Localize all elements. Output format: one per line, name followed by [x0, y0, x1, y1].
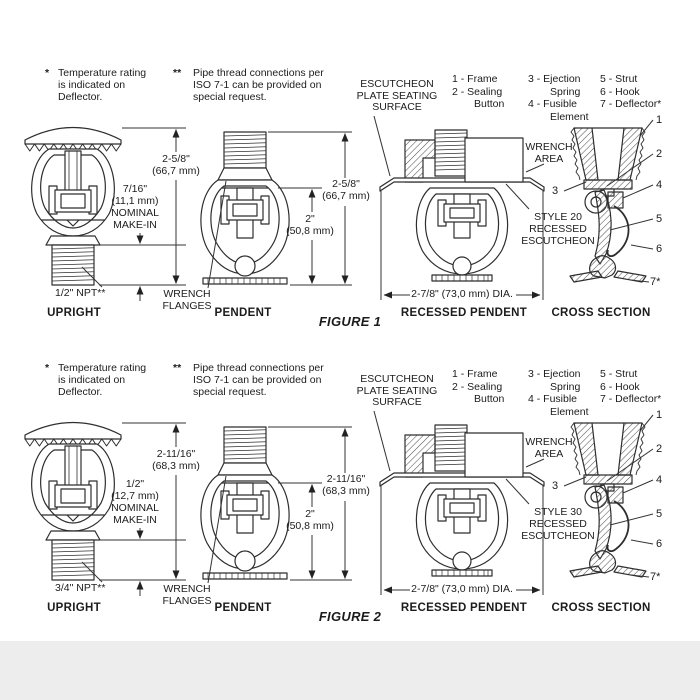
escutcheon-plate-note [352, 374, 442, 409]
note-line: Deflector. [58, 386, 103, 398]
note-line: Pipe thread connections per [193, 362, 324, 374]
upright-label: UPRIGHT [47, 602, 101, 614]
pendent-inner-dimension [278, 213, 342, 237]
note-line: is indicated on [58, 374, 126, 386]
legend-item: 7 - Deflector* [600, 98, 662, 110]
dimension-mm: (12,7 mm) [111, 490, 159, 502]
legend-item-continuation: Element [550, 110, 589, 123]
legend-item: 3 - Ejection [528, 368, 581, 380]
escutcheon-diameter-dimension: 2-7/8" (73,0 mm) DIA. [411, 583, 513, 595]
dimension-mm: (68,3 mm) [322, 485, 370, 497]
callout-number-2: 2 [656, 443, 663, 455]
legend-item: 5 - Strut [600, 368, 638, 380]
label-line: FLANGES [162, 595, 212, 607]
dimension-mm: (66,7 mm) [322, 190, 370, 202]
callout-number-1: 1 [656, 409, 663, 421]
label-line: WRENCH [525, 436, 573, 448]
figure [0, 60, 700, 353]
escutcheon-plate-note [352, 79, 442, 114]
cross-section-drawing [570, 128, 646, 282]
escutcheon-note-line: PLATE SEATING [356, 89, 438, 102]
escutcheon-note-line: ESCUTCHEON [360, 78, 434, 90]
recessed-pendent-label: RECESSED PENDENT [400, 602, 528, 614]
dimension-mm: (68,3 mm) [152, 460, 200, 472]
upright-height-dimension [143, 153, 209, 177]
legend-item: 2 - Sealing [452, 380, 503, 393]
pendent-sprinkler-drawing [201, 427, 289, 579]
callout-number-3: 3 [552, 480, 559, 492]
legend-item-continuation: Element [550, 405, 589, 418]
recessed-pendent-label: RECESSED PENDENT [400, 307, 528, 319]
note-temperature [45, 362, 146, 398]
note-temperature [45, 67, 146, 103]
recessed-pendent-drawing [380, 425, 544, 576]
label-line: AREA [534, 448, 564, 460]
pendent-sprinkler-drawing [201, 132, 289, 284]
callout-number-5: 5 [656, 508, 663, 520]
legend-item: 3 - Ejection [528, 73, 581, 85]
note-line: Temperature rating [58, 362, 147, 374]
dimension-inches: 2-5/8" [332, 178, 360, 190]
callout-number-2: 2 [656, 148, 663, 160]
legend-item: 2 - Sealing [452, 85, 503, 98]
pendent-outer-dimension [314, 178, 378, 202]
dimension-word: NOMINAL [111, 502, 159, 514]
parts-legend-col-2 [528, 73, 589, 123]
escutcheon-note-line: SURFACE [372, 101, 422, 113]
asterisk-marker: * [45, 362, 50, 374]
legend-item-continuation: Spring [550, 85, 581, 98]
note-pipe-thread [173, 67, 324, 103]
note-line: special request. [193, 386, 267, 398]
dimension-word: MAKE-IN [113, 219, 157, 231]
dimension-inches: 1/2" [125, 478, 145, 490]
npt-thread-label: 1/2" NPT** [55, 287, 106, 299]
figure-caption: FIGURE 1 [318, 314, 382, 329]
callout-number-5: 5 [656, 213, 663, 225]
dimension-inches: 7/16" [122, 183, 148, 195]
note-line: special request. [193, 91, 267, 103]
dimension-inches: 2-11/16" [326, 473, 366, 485]
label-line: WRENCH [525, 141, 573, 153]
callout-number-7: 7* [650, 276, 661, 288]
escutcheon-note-line: PLATE SEATING [356, 384, 438, 397]
npt-thread-label: 3/4" NPT** [55, 582, 106, 594]
dimension-inches: 2-11/16" [156, 448, 196, 460]
legend-item: 1 - Frame [452, 368, 498, 380]
note-line: ISO 7-1 can be provided on [193, 374, 322, 386]
escutcheon-note-line: SURFACE [372, 396, 422, 408]
legend-item-continuation: Button [474, 98, 505, 110]
legend-item: 6 - Hook [600, 85, 640, 98]
parts-legend-col-3 [600, 368, 661, 406]
dimension-inches: 2-5/8" [162, 153, 190, 165]
callout-number-6: 6 [656, 243, 663, 255]
callout-number-4: 4 [656, 474, 663, 486]
asterisk-marker: * [45, 67, 50, 79]
dimension-inches: 2" [305, 213, 315, 225]
label-line: ESCUTCHEON [521, 235, 595, 247]
note-line: ISO 7-1 can be provided on [193, 79, 322, 91]
callout-number-4: 4 [656, 179, 663, 191]
dimension-inches: 2" [305, 508, 315, 520]
legend-item-continuation: Button [474, 393, 505, 405]
nominal-make-in-dimension [102, 478, 168, 526]
label-line: STYLE 30 [534, 506, 582, 518]
label-line: WRENCH [163, 288, 211, 300]
nominal-make-in-dimension [102, 183, 168, 231]
upright-label: UPRIGHT [47, 307, 101, 319]
dimension-word: NOMINAL [111, 207, 159, 219]
dimension-mm: (11,1 mm) [111, 195, 159, 207]
figure-caption: FIGURE 2 [318, 609, 382, 624]
cross-section-label: CROSS SECTION [551, 307, 651, 319]
page-background-band [0, 641, 700, 700]
wrench-area-label [523, 141, 575, 165]
callout-number-7: 7* [650, 571, 661, 583]
note-pipe-thread [173, 362, 324, 398]
label-line: AREA [534, 153, 564, 165]
legend-item-continuation: Spring [550, 380, 581, 393]
escutcheon-note-line: ESCUTCHEON [360, 373, 434, 385]
note-line: Pipe thread connections per [193, 67, 324, 79]
legend-item: 6 - Hook [600, 380, 640, 393]
note-line: Temperature rating [58, 67, 147, 79]
dimension-mm: (50,8 mm) [286, 225, 334, 237]
legend-item: 4 - Fusible [528, 98, 578, 110]
figure [0, 355, 700, 648]
callout-number-3: 3 [552, 185, 559, 197]
label-line: RECESSED [529, 223, 587, 235]
parts-legend-col-1 [452, 73, 504, 111]
callout-number-1: 1 [656, 114, 663, 126]
dimension-word: MAKE-IN [113, 514, 157, 526]
parts-legend-col-3 [600, 73, 661, 111]
dimension-mm: (66,7 mm) [152, 165, 200, 177]
dimension-mm: (50,8 mm) [286, 520, 334, 532]
recessed-pendent-drawing [380, 130, 544, 281]
note-line: Deflector. [58, 91, 103, 103]
cross-section-drawing [570, 423, 646, 577]
pendent-label: PENDENT [214, 602, 272, 614]
label-line: FLANGES [162, 300, 212, 312]
escutcheon-diameter-dimension: 2-7/8" (73,0 mm) DIA. [411, 288, 513, 300]
label-line: WRENCH [163, 583, 211, 595]
label-line: STYLE 20 [534, 211, 582, 223]
callout-number-6: 6 [656, 538, 663, 550]
legend-item: 1 - Frame [452, 73, 498, 85]
pendent-inner-dimension [278, 508, 342, 532]
legend-item: 5 - Strut [600, 73, 638, 85]
label-line: ESCUTCHEON [521, 530, 595, 542]
wrench-area-label [523, 436, 575, 460]
double-asterisk-marker: ** [173, 362, 182, 374]
recessed-escutcheon-style-label [515, 506, 601, 542]
parts-legend-col-1 [452, 368, 504, 406]
note-line: is indicated on [58, 79, 126, 91]
pendent-label: PENDENT [214, 307, 272, 319]
legend-item: 7 - Deflector* [600, 393, 662, 405]
label-line: RECESSED [529, 518, 587, 530]
recessed-escutcheon-style-label [515, 211, 601, 247]
upright-height-dimension [143, 448, 209, 472]
cross-section-label: CROSS SECTION [551, 602, 651, 614]
legend-item: 4 - Fusible [528, 393, 578, 405]
double-asterisk-marker: ** [173, 67, 182, 79]
parts-legend-col-2 [528, 368, 589, 418]
pendent-outer-dimension [314, 473, 378, 497]
